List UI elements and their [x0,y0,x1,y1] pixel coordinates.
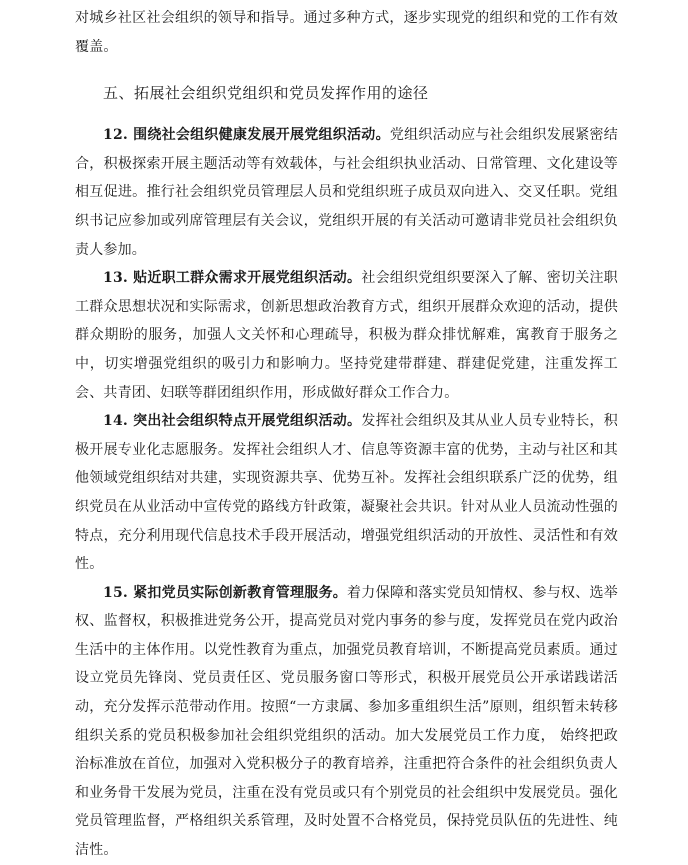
section-content [75,121,618,864]
paragraph-item-15 [75,579,618,865]
intro-paragraph: 对城乡社区社会组织的领导和指导。通过多种方式，逐步实现党的组织和党的工作有效覆盖。 [75,10,618,55]
item-lead: 15. 紧扣党员实际创新教育管理服务。 [103,584,348,601]
item-body: 党组织活动应与社会组织发展紧密结合，积极探索开展主题活动等有效载体，与社会组织执业活动、日常管理、文化建设等相互促进。推行社会组织党员管理层人员和党组织班子成员双向进入、交叉任职。党组织书记应参加或列席管理层有关会议，党组织开展的有关活动可邀请非党员社会组织负责人参加。 [75,127,618,258]
item-lead: 12. 围绕社会组织健康发展开展党组织活动。 [103,127,390,144]
section-heading: 五、拓展社会组织党组织和党员发挥作用的途径 [103,84,429,103]
paragraph-item-12 [75,121,618,264]
item-body: 着力保障和落实党员知情权、参与权、选举权、监督权，积极推进党务公开，提高党员对党内事务的参与度，发挥党员在党内政治生活中的主体作用。以党性教育为重点，加强党员教育培训，不断提高党员素质。通过设立党员先锋岗、党员责任区、党员服务窗口等形式，积极开展党员公开承诺践诺活动，充分发挥示范带动作用。按照“一方隶属、参加多重组织生活”原则，组织暂未转移组织关系的党员积极参加社会组织党组织的活动。加大发展党员工作力度， 始终把政治标准放在首位，加强对入党积极分子的教育培养，注重把符合条件的社会组织负责人和业务骨干发展为党员，注重在没有党员或只有个别党员的社会组织中发展党员。强化党员管理监督，严格组织关系管理，及时处置不合格党员，保持党员队伍的先进性、纯洁性。 [75,584,618,859]
intro-block [75,0,618,61]
item-lead: 13. 贴近职工群众需求开展党组织活动。 [103,270,362,287]
item-body: 发挥社会组织及其从业人员专业特长，积极开展专业化志愿服务。发挥社会组织人才、信息等资源丰富的优势，主动与社区和其他领域党组织结对共建，实现资源共享、优势互补。发挥社会组织联系广泛的优势，组织党员在从业活动中宣传党的路线方针政策，凝聚社会共识。针对从业人员流动性强的特点，充分利用现代信息技术手段开展活动，增强党组织活动的开放性、灵活性和有效性。 [75,413,618,573]
paragraph-item-13 [75,264,618,407]
item-body: 社会组织党组织要深入了解、密切关注职工群众思想状况和实际需求，创新思想政治教育方式，组织开展群众欢迎的活动，提供群众期盼的服务，加强人文关怀和心理疏导，积极为群众排忧解难，寓教育于服务之中，切实增强党组织的吸引力和影响力。坚持党建带群建、群建促党建，注重发挥工会、共青团、妇联等群团组织作用，形成做好群众工作合力。 [75,270,618,401]
item-lead: 14. 突出社会组织特点开展党组织活动。 [103,413,362,430]
paragraph-item-14 [75,407,618,579]
